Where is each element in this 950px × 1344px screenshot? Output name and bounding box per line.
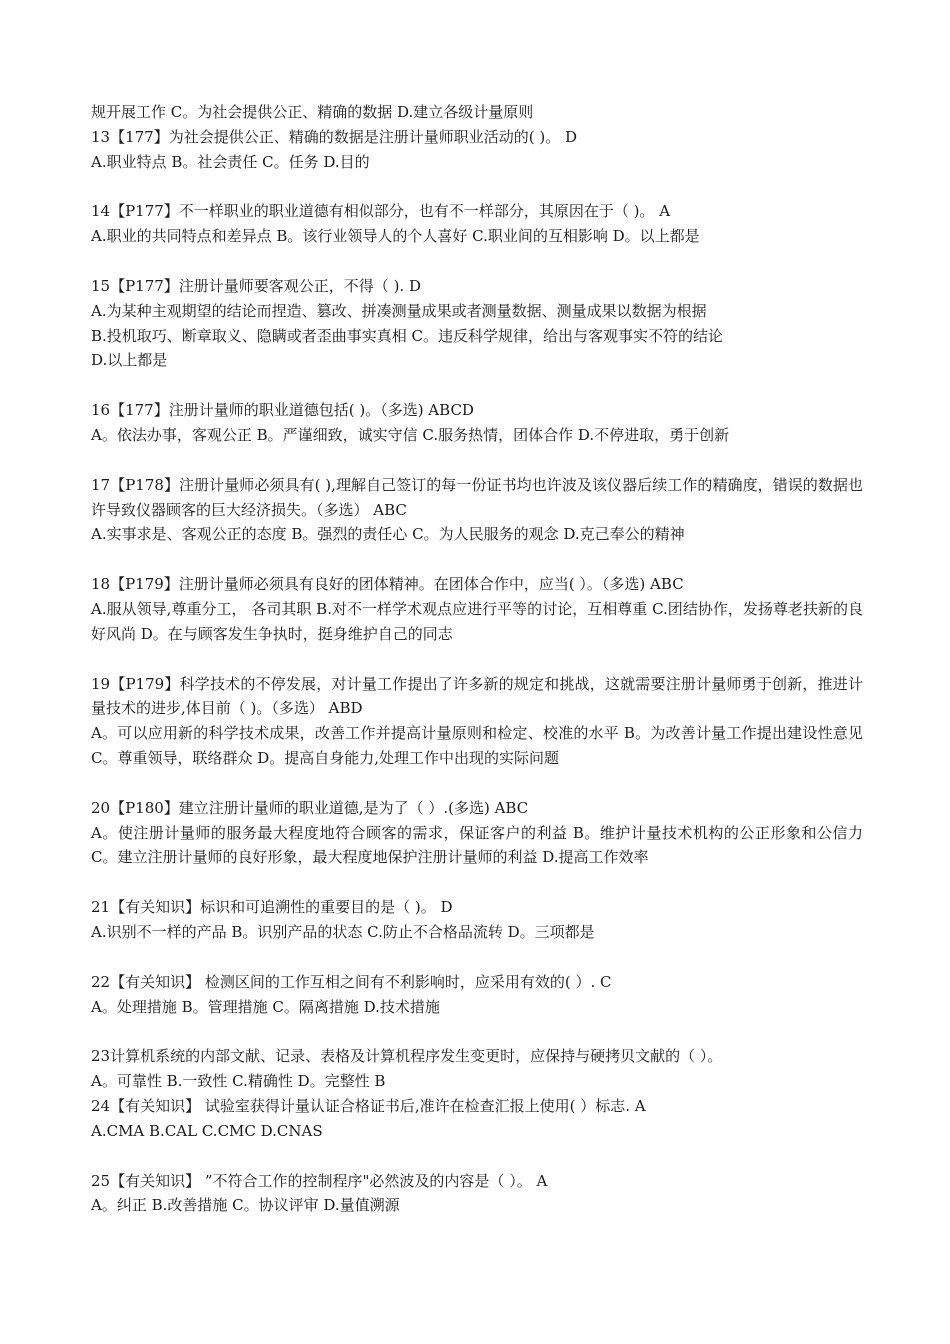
question-options: A。处理措施 B。管理措施 C。隔离措施 D.技术措施 [91, 997, 440, 1016]
question-stem: 19【P179】科学技术的不停发展，对计量工作提出了许多新的规定和挑战，这就需要注册计量师勇于创新，推进计量技术的进步,体目前（ )。（多选） ABD [91, 674, 863, 718]
question-options: A.实事求是、客观公正的态度 B。强烈的责任心 C。为人民服务的观念 D.克己奉公的精神 [91, 525, 685, 544]
question-options: A.职业的共同特点和差异点 B。该行业领导人的个人喜好 C.职业间的互相影响 D。以上都是 [91, 227, 700, 246]
question-stem: 25【有关知识】 ”不符合工作的控制程序"必然波及的内容是（ ）。 A [91, 1171, 548, 1190]
question-options: A.为某种主观期望的结论而捏造、篡改、拼凑测量成果或者测量数据、测量成果以数据为根据 [91, 301, 707, 320]
question-options: A.职业特点 B。社会责任 C。任务 D.目的 [91, 152, 370, 171]
question-stem: 23计算机系统的内部文献、记录、表格及计算机程序发生变更时，应保持与硬拷贝文献的（ ）。 [91, 1047, 723, 1066]
question-14 [91, 199, 863, 249]
question-17 [91, 473, 863, 547]
question-options: A。使注册计量师的服务最大程度地符合顾客的需求，保证客户的利益 B。维护计量技术机构的公正形象和公信力 C。建立注册计量师的良好形象，最大程度地保护注册计量师的利益 D.提高工作效率 [91, 823, 863, 867]
question-options: A.CMA B.CAL C.CMC D.CNAS [91, 1121, 323, 1140]
question-stem: 15【P177】注册计量师要客观公正，不得（ ). D [91, 276, 421, 295]
question-options: A。可以应用新的科学技术成果，改善工作并提高计量原则和检定、校准的水平 B。为改善计量工作提出建设性意见 C。尊重领导，联络群众 D。提高自身能力,处理工作中出现的实际问题 [91, 724, 863, 767]
question-options: D.以上都是 [91, 351, 168, 370]
document-page [91, 100, 863, 1218]
question-24 [91, 1094, 863, 1144]
question-stem: 17【P178】注册计量师必须具有( ),理解自己签订的每一份证书均也许波及该仪器后续工作的精确度，错误的数据也许导致仪器顾客的巨大经济损失。（多选） ABC [91, 475, 863, 519]
question-18 [91, 572, 863, 646]
question-22 [91, 970, 863, 1020]
question-16 [91, 398, 863, 448]
question-12-tail [91, 100, 863, 125]
question-stem: 14【P177】不一样职业的职业道德有相似部分，也有不一样部分，其原因在于（ )。 A [91, 202, 671, 221]
question-options: B.投机取巧、断章取义、隐瞒或者歪曲事实真相 C。违反科学规律，给出与客观事实不符的结论 [91, 326, 724, 345]
question-stem: 13【177】为社会提供公正、精确的数据是注册计量师职业活动的( )。 D [91, 127, 577, 146]
question-stem: 22【有关知识】 检测区间的工作互相之间有不利影响时，应采用有效的( ）. C [91, 972, 612, 991]
question-options: A.识别不一样的产品 B。识别产品的状态 C.防止不合格品流转 D。三项都是 [91, 922, 595, 941]
text-line: 规开展工作 C。为社会提供公正、精确的数据 D.建立各级计量原则 [91, 103, 534, 121]
question-stem: 21【有关知识】标识和可追溯性的重要目的是（ )。 D [91, 898, 453, 917]
question-options: A。依法办事，客观公正 B。严谨细致，诚实守信 C.服务热情，团体合作 D.不停进取，勇于创新 [91, 425, 730, 444]
question-stem: 20【P180】建立注册计量师的职业道德,是为了（ ）.(多选) ABC [91, 798, 529, 817]
question-15 [91, 274, 863, 373]
question-stem: 24【有关知识】 试验室获得计量认证合格证书后,准许在检查汇报上使用( ）标志. A [91, 1096, 646, 1115]
question-options: A.服从领导,尊重分工， 各司其职 B.对不一样学术观点应进行平等的讨论，互相尊重 C.团结协作，发扬尊老扶新的良好风尚 D。在与顾客发生争执时，挺身维护自己的同志 [91, 599, 863, 643]
question-options: A。可靠性 B.一致性 C.精确性 D。完整性 B [91, 1072, 386, 1091]
question-options: A。纠正 B.改善措施 C。协议评审 D.量值溯源 [91, 1196, 400, 1215]
question-stem: 16【177】注册计量师的职业道德包括( )。（多选) ABCD [91, 401, 474, 420]
question-19 [91, 672, 863, 771]
question-13 [91, 125, 863, 175]
question-23 [91, 1044, 863, 1094]
question-21 [91, 895, 863, 945]
question-20 [91, 796, 863, 870]
question-stem: 18【P179】注册计量师必须具有良好的团体精神。在团体合作中，应当( ）。（多选) ABC [91, 575, 684, 594]
question-25 [91, 1169, 863, 1219]
